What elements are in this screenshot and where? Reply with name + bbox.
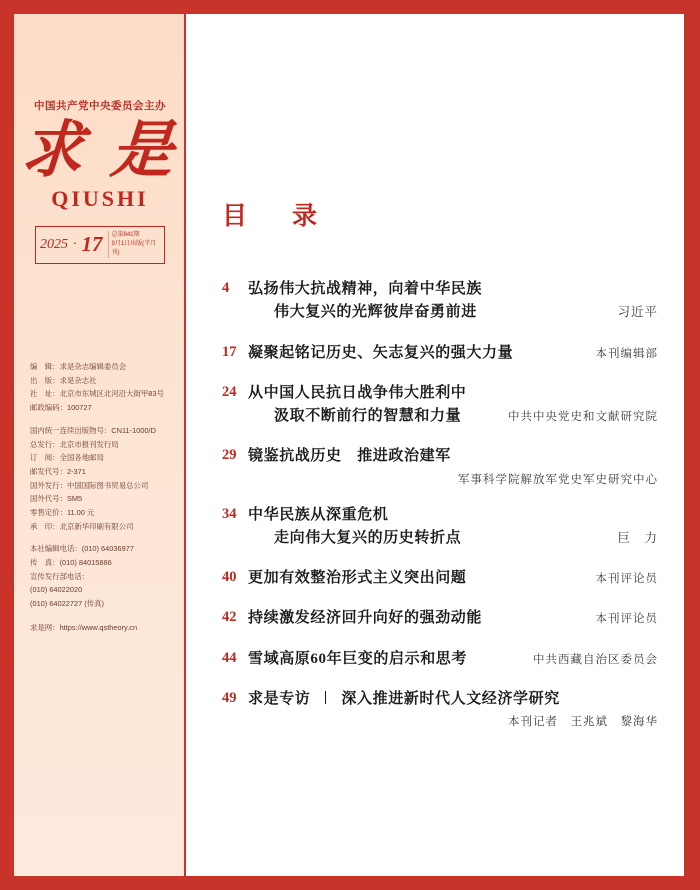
entry-author: 中共中央党史和文献研究院 bbox=[508, 411, 658, 423]
list-item[interactable] bbox=[222, 382, 658, 429]
entry-title-line bbox=[248, 278, 658, 301]
list-item[interactable] bbox=[222, 567, 658, 590]
colophon-group-publisher bbox=[30, 360, 176, 415]
entry-title: 汲取不断前行的智慧和力量 bbox=[274, 408, 462, 424]
contents-right-panel bbox=[186, 14, 684, 876]
colophon-line: 国外代号：SM5 bbox=[30, 494, 83, 504]
website-line: 求是网：https://www.qstheory.cn bbox=[30, 622, 138, 632]
entry-title: 从中国人民抗日战争伟大胜利中 bbox=[248, 384, 467, 401]
issue-meta-line-2: 9月1日出版(半月刊) bbox=[111, 241, 157, 257]
entry-page-number: 4 bbox=[222, 280, 230, 296]
colophon-line: 国内统一连续出版物号：CN11-1000/D bbox=[30, 425, 156, 435]
entry-title-line bbox=[248, 648, 658, 671]
entry-body bbox=[248, 567, 658, 590]
list-item[interactable] bbox=[222, 648, 658, 671]
colophon-line: (010) 64022020 bbox=[30, 585, 83, 595]
list-item[interactable] bbox=[222, 342, 658, 365]
entry-title-line bbox=[248, 688, 658, 711]
entry-page-number: 40 bbox=[222, 569, 237, 585]
entry-title-line bbox=[248, 607, 658, 630]
entry-body bbox=[248, 648, 658, 671]
entry-page-number: 44 bbox=[222, 649, 237, 666]
colophon-group-contact bbox=[30, 542, 176, 610]
list-item[interactable] bbox=[222, 278, 658, 325]
entry-author: 本刊评论员 bbox=[595, 613, 658, 626]
cover-left-panel bbox=[14, 14, 186, 876]
entry-title: 弘扬伟大抗战精神，向着中华民族 bbox=[248, 281, 483, 297]
colophon-line: 传 真：(010) 84015886 bbox=[30, 558, 112, 568]
colophon-line: (010) 64022727 (传真) bbox=[30, 599, 104, 609]
entry-author: 习近平 bbox=[617, 305, 658, 320]
colophon-line: 零售定价：11.00 元 bbox=[30, 507, 95, 517]
entry-body bbox=[248, 342, 658, 365]
entry-title: 雪域高原60年巨变的启示和思考 bbox=[248, 650, 468, 667]
issue-meta bbox=[108, 231, 161, 258]
colophon-line: 编 辑：求是杂志编辑委员会 bbox=[30, 362, 127, 372]
page-title: 目 录 bbox=[222, 203, 328, 230]
colophon-line: 邮发代号：2-371 bbox=[30, 466, 86, 476]
colophon-line: 本社编辑电话：(010) 64036977 bbox=[30, 544, 134, 554]
entry-title: 凝聚起铭记历史、矢志复兴的强大力量 bbox=[248, 344, 514, 361]
colophon-line: 出 版：求是杂志社 bbox=[30, 375, 97, 385]
entry-title-line bbox=[248, 567, 658, 590]
entry-byline-row bbox=[248, 713, 658, 729]
entry-title-line bbox=[248, 527, 658, 550]
entry-author: 军事科学院解放军党史军史研究中心 bbox=[458, 473, 658, 486]
list-item[interactable] bbox=[222, 688, 658, 729]
colophon-line: 宣传发行部电话： bbox=[30, 571, 90, 581]
entry-byline-row bbox=[248, 471, 658, 487]
vertical-divider-icon bbox=[325, 691, 326, 704]
colophon-line: 社 址：北京市东城区北河沿大街甲83号 bbox=[30, 389, 164, 399]
entry-title-line bbox=[248, 504, 658, 527]
colophon-group-distribution bbox=[30, 424, 176, 534]
entry-page-number: 29 bbox=[222, 447, 237, 464]
list-item[interactable] bbox=[222, 445, 658, 486]
entry-title-line bbox=[248, 405, 658, 428]
entry-title: 更加有效整治形式主义突出问题 bbox=[248, 570, 467, 586]
entry-page-number: 24 bbox=[222, 383, 237, 400]
entry-title: 深入推进新时代人文经济学研究 bbox=[341, 690, 560, 707]
entry-title: 镜鉴抗战历史 推进政治建军 bbox=[248, 448, 451, 465]
entry-title: 中华民族从深重危机 bbox=[248, 506, 389, 523]
colophon-line: 订 阅：全国各地邮局 bbox=[30, 453, 104, 463]
entry-section-label: 求是专访 bbox=[248, 690, 311, 707]
entry-page-number: 34 bbox=[222, 505, 237, 522]
entry-body bbox=[248, 504, 658, 551]
entry-title: 伟大复兴的光辉彼岸奋勇前进 bbox=[274, 304, 477, 321]
issue-meta-line-1: 总第841期 bbox=[111, 232, 140, 239]
entry-author: 中共西藏自治区委员会 bbox=[533, 653, 658, 666]
issue-box bbox=[35, 226, 165, 264]
magazine-logo-chinese: 求 是 bbox=[18, 117, 182, 185]
issue-year: 2025 bbox=[40, 236, 68, 252]
entry-page-number: 17 bbox=[222, 343, 237, 360]
entry-author: 本刊评论员 bbox=[595, 573, 658, 585]
list-item[interactable] bbox=[222, 607, 658, 630]
entry-page-number: 49 bbox=[222, 689, 237, 706]
entry-author: 本刊编辑部 bbox=[595, 347, 658, 360]
colophon-line: 承 印：北京新华印刷有限公司 bbox=[30, 521, 134, 531]
entry-title-line bbox=[248, 301, 658, 324]
page-inner bbox=[14, 14, 684, 876]
magazine-logo-pinyin: QIUSHI bbox=[51, 186, 149, 212]
entry-title-line bbox=[248, 445, 658, 468]
entry-title-line bbox=[248, 342, 658, 365]
entry-body bbox=[248, 445, 658, 486]
entry-body bbox=[248, 688, 658, 729]
entry-author: 本刊记者 王兆斌 黎海华 bbox=[508, 716, 658, 728]
colophon-line: 总发行：北京市报刊发行局 bbox=[30, 439, 119, 449]
entry-title-line bbox=[248, 382, 658, 405]
entry-body bbox=[248, 382, 658, 429]
colophon-line: 邮政编码：100727 bbox=[30, 403, 92, 413]
entry-author: 巨 力 bbox=[617, 530, 658, 545]
table-of-contents bbox=[222, 278, 658, 729]
list-item[interactable] bbox=[222, 504, 658, 551]
issue-separator: · bbox=[73, 236, 77, 252]
colophon bbox=[14, 360, 186, 634]
issue-number: 17 bbox=[81, 232, 103, 257]
entry-body bbox=[248, 278, 658, 325]
masthead bbox=[14, 14, 186, 264]
entry-title: 走向伟大复兴的历史转折点 bbox=[274, 529, 462, 546]
entry-title: 持续激发经济回升向好的强劲动能 bbox=[248, 610, 483, 627]
sponsor-line: 中国共产党中央委员会主办 bbox=[34, 101, 166, 112]
colophon-line: 国外发行：中国国际图书贸易总公司 bbox=[30, 480, 149, 490]
entry-page-number: 42 bbox=[222, 609, 237, 626]
entry-body bbox=[248, 607, 658, 630]
